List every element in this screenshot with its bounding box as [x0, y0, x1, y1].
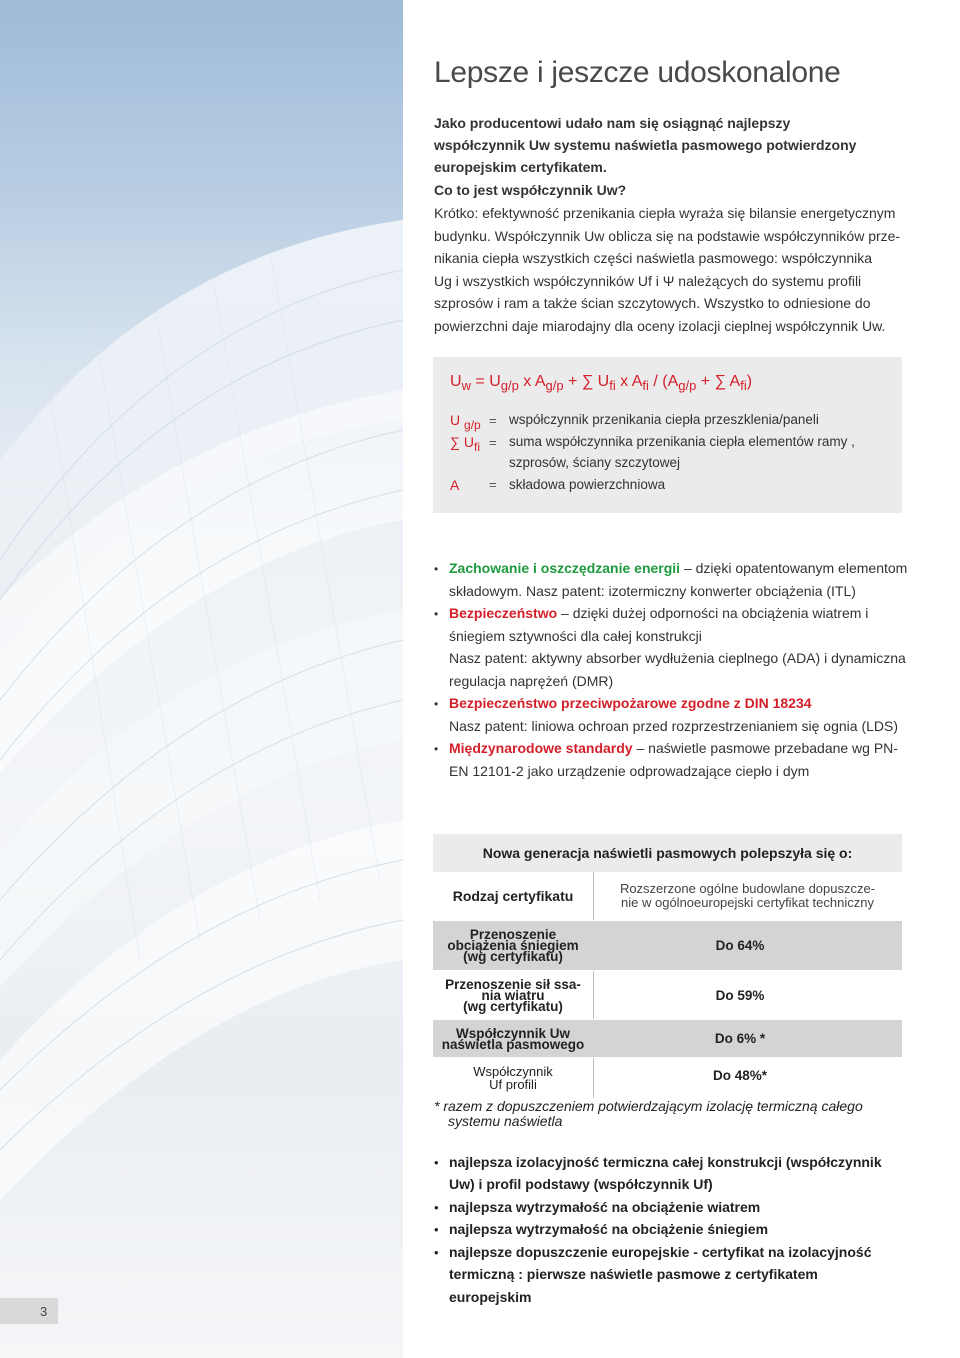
intro-line-1: Krótko: efektywność przenikania ciepła wyraża się bilansie energetycznym [434, 205, 896, 221]
bullet-dot: • [434, 1222, 439, 1237]
feature-fire: Bezpieczeństwo przeciwpożarowe zgodne z DIN 18234 [449, 695, 812, 711]
table-row-label: Przenoszenie obciążenia śniegiem (wg certyfikatu) [447, 927, 579, 964]
intro-line-3: nikania ciepła wszystkich części naświetla pasmowego: współczynnika [434, 250, 873, 266]
bullet-dot: • [434, 562, 439, 576]
table-row-value: Do 59% [715, 987, 765, 1003]
intro-bold-line-4: Co to jest współczynnik Uw? [434, 182, 627, 198]
intro-bold-line-2: współczynnik Uw systemu naświetla pasmowego potwierdzony [434, 137, 857, 153]
bullet-dot: • [434, 1155, 439, 1170]
feature-standards-line: EN 12101-2 jako urządzenie odprowadzające ciepło i dym [449, 763, 810, 779]
table-row-value: Do 48%* [712, 1067, 768, 1083]
def-equals: = [489, 477, 497, 492]
table-footnote: * razem z dopuszczeniem potwierdzającym izolację termiczną całego systemu naświetla [434, 1098, 863, 1129]
def-text-ufi-cont: szprosów, ściany szczytowej [509, 455, 681, 470]
bullet-dot: • [434, 607, 439, 621]
skylight-photo [0, 0, 403, 1358]
uw-formula: $U_w = U_{g/p}$ x $A_{g/p}$ + ∑ $U_{fi}$ x $A_{fi} / (A_{g/p}$ + ∑ $A_{fi}$) [450, 373, 753, 393]
table-header-left: Rodzaj certyfikatu [452, 887, 574, 904]
table-header-right: Rozszerzone ogólne budowlane dopuszcze- nie w ogólnoeuropejski certyfikat techniczny [619, 881, 876, 910]
final-bullet-4-line-2: termiczną : pierwsze naświetle pasmowe z certyfikatem [449, 1266, 818, 1282]
table-title: Nowa generacja naświetli pasmowych polepszyła się o: [433, 834, 902, 872]
intro-line-2: budynku. Współczynnik Uw oblicza się na podstawie współczynników prze- [434, 228, 901, 244]
intro-bold-line-3: europejskim certyfikatem. [434, 159, 607, 175]
page-title: Lepsze i jeszcze udoskonalone [434, 56, 841, 89]
table-row-label: Przenoszenie sił ssa- nia wiatru (wg certyfikatu) [445, 976, 581, 1014]
def-equals: = [489, 435, 497, 450]
feature-fire-line: Nasz patent: liniowa ochroan przed rozprzestrzenianiem się ognia (LDS) [449, 718, 898, 734]
intro-line-4: Ug i wszystkich współczynników Uf i Ψ należących do systemu profili [434, 273, 862, 289]
bullet-dot: • [434, 742, 439, 756]
intro-line-5: szprosów i ram a także ścian szczytowych. Wszystko to odniesione do [434, 295, 871, 311]
feature-energy: Zachowanie i oszczędzanie energii – dzięki opatentowanym elementom [449, 560, 908, 576]
feature-energy-line: składowym. Nasz patent: izotermiczny konwerter obciążenia (ITL) [449, 583, 856, 599]
def-symbol-a: A [450, 477, 460, 493]
feature-safety-line-1: śniegiem sztywności dla całej konstrukcji [449, 628, 702, 644]
def-text-ugp: współczynnik przenikania ciepła przeszklenia/paneli [509, 412, 819, 427]
table-row-label: Współczynnik Uf profili [473, 1064, 553, 1092]
final-bullet-4-line-1: najlepsze dopuszczenie europejskie - certyfikat na izolacyjność [449, 1244, 872, 1260]
intro-bold-line-1: Jako producentowi udało nam się osiągnąć najlepszy [434, 115, 791, 131]
final-bullet-4-line-3: europejskim [449, 1289, 532, 1305]
feature-standards: Międzynarodowe standardy – naświetle pasmowe przebadane wg PN- [449, 740, 898, 756]
final-bullet-2: najlepsza wytrzymałość na obciążenie wiatrem [449, 1199, 761, 1215]
page-number-box [0, 1298, 58, 1324]
table-row-value: Do 64% [715, 938, 765, 953]
def-equals: = [489, 413, 497, 428]
def-symbol-ugp: U $_{g/p}$ [450, 412, 481, 432]
def-text-a: składowa powierzchniowa [509, 477, 666, 492]
feature-safety-line-3: regulacja naprężeń (DMR) [449, 673, 614, 689]
final-bullet-1-line-1: najlepsza izolacyjność termiczna całej konstrukcji (współczynnik [449, 1154, 882, 1170]
bullet-dot: • [434, 1245, 439, 1260]
def-text-ufi: suma współczynnika przenikania ciepła elementów ramy , [509, 434, 855, 449]
feature-safety-line-2: Nasz patent: aktywny absorber wydłużenia cieplnego (ADA) i dynamiczna [449, 650, 906, 666]
bullet-dot: • [434, 697, 439, 711]
table-row-value: Do 6% * [714, 1031, 766, 1046]
feature-safety: Bezpieczeństwo – dzięki dużej odporności na obciążenia wiatrem i [449, 605, 869, 621]
bullet-dot: • [434, 1200, 439, 1215]
intro-line-6: powierzchni daje miarodajny dla oceny izolacji cieplnej współczynnik Uw. [434, 318, 886, 334]
page-number: 3 [40, 1304, 48, 1319]
final-bullet-1-line-2: Uw) i profil podstawy (współczynnik Uf) [449, 1176, 713, 1192]
final-bullet-3: najlepsza wytrzymałość na obciążenie śniegiem [449, 1221, 769, 1237]
def-symbol-ufi: ∑ $U_{fi}$ [450, 434, 480, 454]
table-row-label: Współczynnik Uw naświetla pasmowego [441, 1025, 585, 1052]
